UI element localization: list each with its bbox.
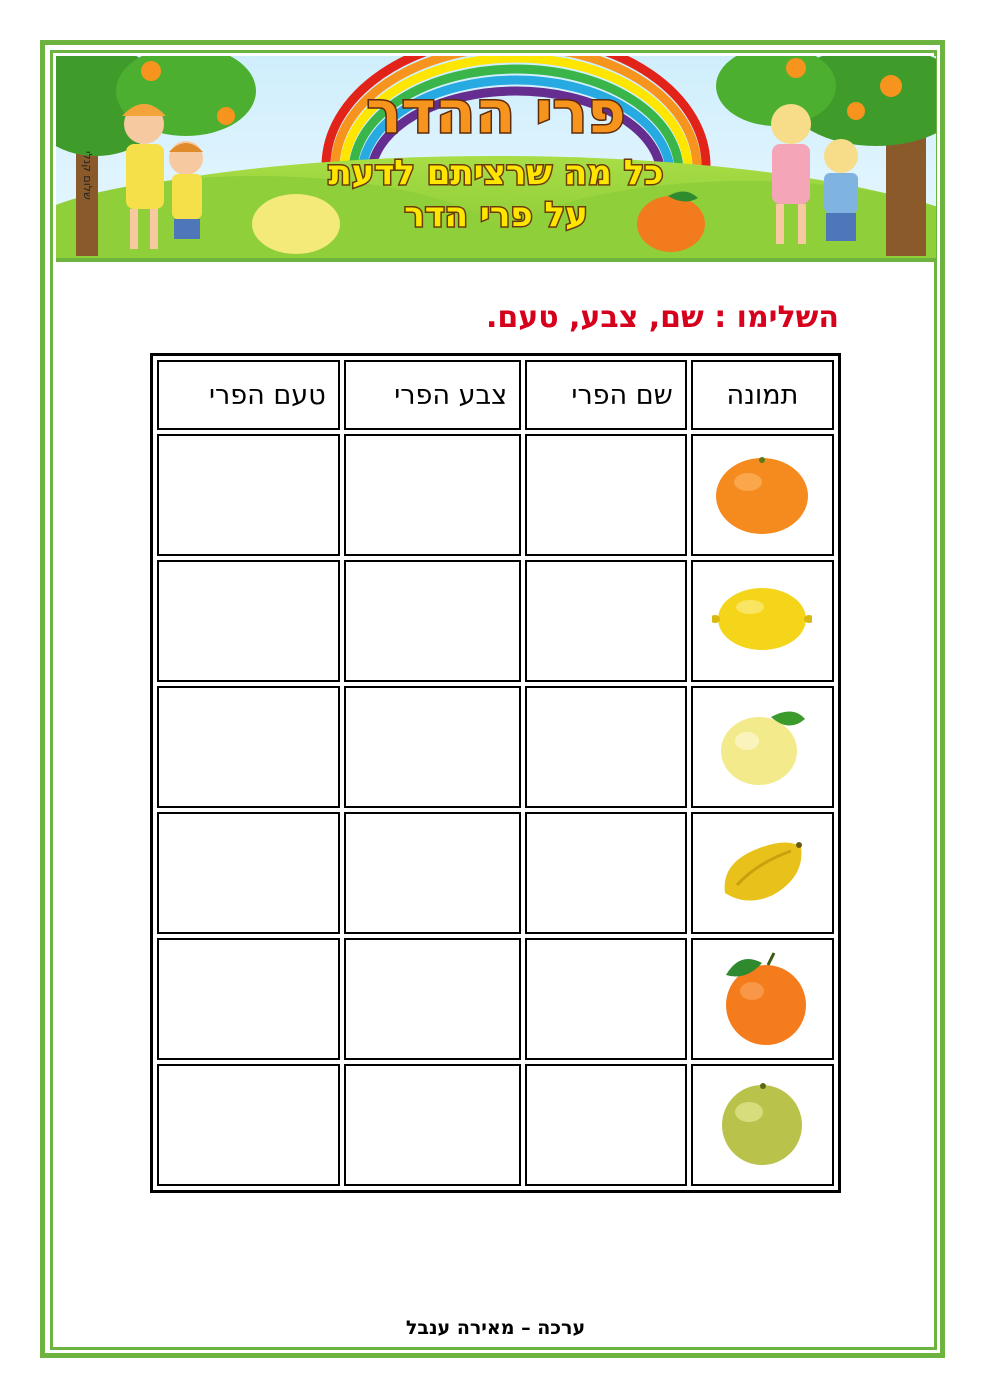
fruit-name-cell[interactable] [525,434,687,556]
table-row [157,560,834,682]
picture-cell [691,938,834,1060]
picture-cell [691,812,834,934]
table-row [157,1064,834,1186]
orange-icon [712,947,812,1047]
table-row [157,938,834,1060]
fruit-name-cell[interactable] [525,686,687,808]
header-fruit-color: צבע הפרי [344,360,521,430]
lemon-icon [712,583,812,655]
instruction-text: השלימו : שם, צבע, טעם. [485,300,839,335]
banner-mandarin [637,196,705,252]
banner-title: פרי ההדר [366,78,626,146]
table-header-row [157,360,834,430]
footer-credit: ערכה – מאירה ענבל [405,1317,586,1339]
etrog-icon [717,833,807,909]
picture-cell [691,686,834,808]
banner-subtitle-line2: על פרי הדר [404,195,588,235]
banner-illustration [56,56,936,258]
fruit-color-cell[interactable] [344,434,521,556]
header-fruit-taste: טעם הפרי [157,360,340,430]
banner-signature: שלום קנלי [81,151,94,200]
table-row [157,434,834,556]
yellow-apple-icon [717,703,807,787]
table-row [157,812,834,934]
header-fruit-name: שם הפרי [525,360,687,430]
fruit-taste-cell[interactable] [157,1064,340,1186]
picture-cell [691,560,834,682]
banner [56,56,936,262]
fruit-name-cell[interactable] [525,1064,687,1186]
banner-subtitle-line1: כל מה שרציתם לדעת [328,153,664,193]
mandarin-icon [712,448,812,538]
banner-yellow-apple [252,194,340,254]
fruit-table [150,353,841,1193]
pomelo-icon [717,1078,807,1168]
fruit-name-cell[interactable] [525,812,687,934]
picture-cell [691,434,834,556]
fruit-taste-cell[interactable] [157,560,340,682]
header-picture: תמונה [691,360,834,430]
fruit-color-cell[interactable] [344,1064,521,1186]
fruit-color-cell[interactable] [344,938,521,1060]
fruit-taste-cell[interactable] [157,812,340,934]
fruit-color-cell[interactable] [344,686,521,808]
fruit-taste-cell[interactable] [157,434,340,556]
fruit-name-cell[interactable] [525,560,687,682]
picture-cell [691,1064,834,1186]
fruit-color-cell[interactable] [344,812,521,934]
fruit-name-cell[interactable] [525,938,687,1060]
table-row [157,686,834,808]
fruit-taste-cell[interactable] [157,938,340,1060]
fruit-taste-cell[interactable] [157,686,340,808]
fruit-color-cell[interactable] [344,560,521,682]
